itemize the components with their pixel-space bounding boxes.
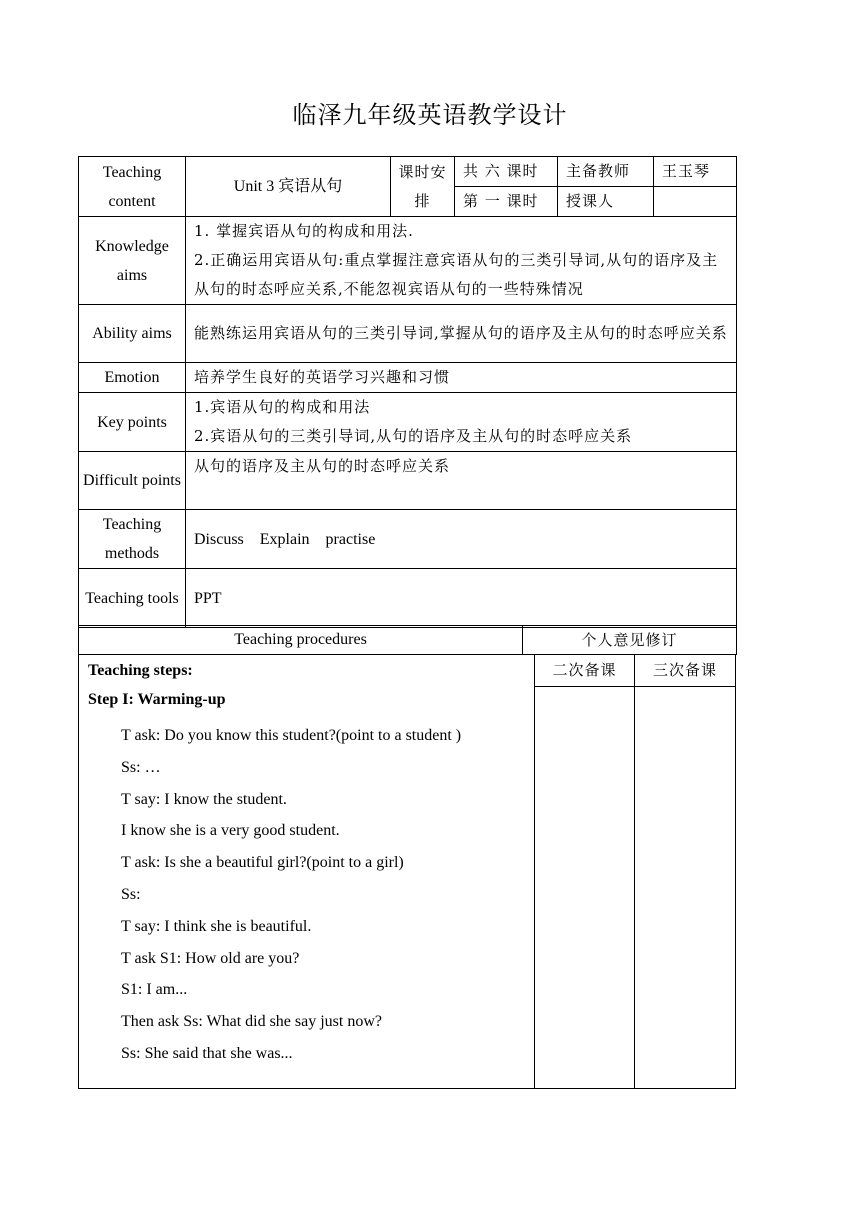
- teaching-tools-text: PPT: [186, 569, 737, 628]
- third-prep-label: 三次备课: [635, 655, 735, 687]
- main-teacher-label: 主备教师: [558, 157, 654, 187]
- dialogue-line: T ask: Do you know this student?(point to a student ): [121, 727, 462, 744]
- schedule-label: 课时安排: [391, 157, 455, 217]
- dialogue-line: S1: I am...: [121, 981, 188, 999]
- dialogue-line: T ask S1: How old are you?: [121, 949, 300, 967]
- key-point-2: 2.宾语从句的三类引导词,从句的语序及主从句的时态呼应关系: [194, 427, 633, 445]
- revision-label: 个人意见修订: [523, 626, 737, 655]
- teaching-methods-label: Teaching methods: [79, 510, 186, 569]
- dialogue-line: Ss: She said that she was...: [121, 1044, 293, 1062]
- knowledge-aims-label: Knowledge aims: [79, 217, 186, 305]
- step-1-dialogue: [121, 720, 461, 1070]
- step-1-title: Step I: Warming-up: [88, 691, 226, 708]
- teaching-content-label: Teaching content: [79, 157, 186, 217]
- second-prep-column: [534, 654, 635, 1089]
- emotion-text: 培养学生良好的英语学习兴趣和习惯: [186, 363, 737, 393]
- difficult-points-label: Difficult points: [79, 452, 186, 510]
- knowledge-aim-2: 2.正确运用宾语从句:重点掌握注意宾语从句的三类引导词,从句的语序及主从句的时态呼应关系,不能忽视宾语从句的一些特殊情况: [194, 251, 719, 298]
- key-point-1: 1.宾语从句的构成和用法: [194, 398, 371, 416]
- key-points-label: Key points: [79, 393, 186, 452]
- knowledge-aims-cell: [186, 217, 737, 305]
- teaching-methods-text: Discuss Explain practise: [186, 510, 737, 569]
- key-points-cell: [186, 393, 737, 452]
- lecturer-label: 授课人: [558, 187, 654, 217]
- teaching-steps-section: [78, 654, 535, 1089]
- third-prep-column: [634, 654, 736, 1089]
- dialogue-line: I know she is a very good student.: [121, 822, 340, 840]
- dialogue-line: Ss:: [121, 885, 141, 903]
- teaching-tools-label: Teaching tools: [79, 569, 186, 628]
- procedures-header-table: [78, 625, 737, 655]
- unit-cell: Unit 3 宾语从句: [186, 157, 391, 217]
- lesson-info-table: [78, 156, 737, 628]
- difficult-points-text: 从句的语序及主从句的时态呼应关系: [186, 452, 737, 510]
- ability-aims-label: Ability aims: [79, 305, 186, 363]
- knowledge-aim-1: 1. 掌握宾语从句的构成和用法.: [194, 222, 414, 240]
- emotion-label: Emotion: [79, 363, 186, 393]
- second-prep-label: 二次备课: [535, 655, 634, 687]
- dialogue-line: Then ask Ss: What did she say just now?: [121, 1013, 383, 1031]
- current-lesson: 第 一 课时: [455, 187, 558, 217]
- dialogue-line: T ask: Is she a beautiful girl?(point to a girl): [121, 854, 404, 872]
- ability-aims-text: 能熟练运用宾语从句的三类引导词,掌握从句的语序及主从句的时态呼应关系: [186, 305, 737, 363]
- dialogue-line: T say: I think she is beautiful.: [121, 917, 312, 935]
- document-title: 临泽九年级英语教学设计: [292, 101, 568, 129]
- dialogue-line: Ss: …: [121, 758, 161, 776]
- teaching-steps-heading: Teaching steps:: [88, 662, 193, 679]
- dialogue-line: T say: I know the student.: [121, 790, 287, 808]
- teaching-procedures-label: Teaching procedures: [79, 626, 523, 655]
- main-teacher-name: 王玉琴: [654, 157, 737, 187]
- total-lessons: 共 六 课时: [455, 157, 558, 187]
- lecturer-name: [654, 187, 737, 217]
